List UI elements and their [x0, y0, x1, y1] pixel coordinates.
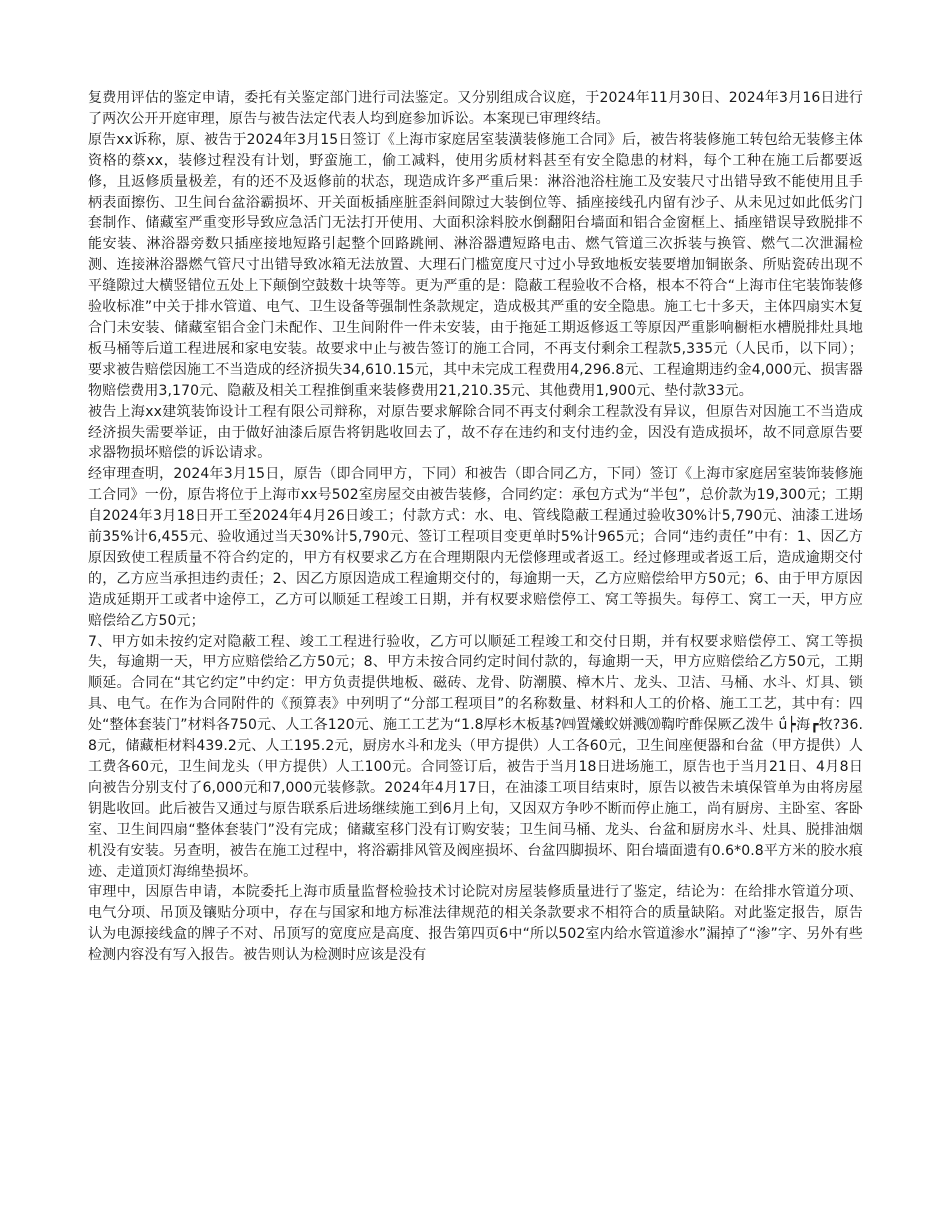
paragraph-defendant-defense: 被告上海xx建筑装饰设计工程有限公司辩称，对原告要求解除合同不再支付剩余工程款没有异议，但原告对因施工不当造成经济损失需要举证，由于做好油漆后原告将钥匙收回去了，故不存在违约和支付违约金，因没有造成损坏，故不同意原告要求器物损坏赔偿的诉讼请求。 [88, 403, 863, 462]
paragraph-quality-appraisal: 审理中，因原告申请，本院委托上海市质量监督检验技术讨论院对房屋装修质量进行了鉴定，结论为：在给排水管道分项、电气分项、吊顶及镶贴分项中，存在与国家和地方标准法律规范的相关条款要求不相符合的质量缺陷。对此鉴定报告，原告认为电源接线盒的牌子不对、吊顶写的宽度应是高度、报告第四页6中“所以502室内给水管道渗水”漏掉了“渗”字、另外有些检测内容没有写入报告。被告则认为检测时应该是没有 [88, 884, 863, 964]
paragraph-facts-performance: 7、甲方如未按约定对隐蔽工程、竣工工程进行验收，乙方可以顺延工程竣工和交付日期，并有权要求赔偿停工、窝工等损失，每逾期一天，甲方应赔偿给乙方50元；8、甲方未按合同约定时间付款的，每逾期一天，甲方应赔偿给乙方50元，工期顺延。合同在“其它约定”中约定：甲方负责提供地板、磁砖、龙骨、防潮膜、樟木片、龙头、卫洁、马桶、水斗、灯具、锁具、电气。在作为合同附件的《预算表》中列明了“分部工程项目”的名称数量、材料和人工的价格、施工工艺，其中有：四处“整体套装门”材料各750元、人工各120元、施工工艺为“1.8厚杉木板基?㈣置爔蚥姘溅⒇鞫咛酢保厥乙泼牛 ǘ┝海┏牧?36.8元，储藏柜材料439.2元、人工195.2元，厨房水斗和龙头（甲方提供）人工各60元，卫生间座便器和台盆（甲方提供）人工费各60元，卫生间龙头（甲方提供）人工100元。合同签订后，被告于当月18日进场施工，原告也于当月21日、4月8日向被告分别支付了6,000元和7,000元装修款。2024年4月17日，在油漆工项目结束时，原告以被告未填保管单为由将房屋钥匙收回。此后被告又通过与原告联系后进场继续施工到6月上旬，又因双方争吵不断而停止施工，尚有厨房、主卧室、客卧室、卫生间四扇“整体套装门”没有完成；储藏室移门没有订购安装；卫生间马桶、龙头、台盆和厨房水斗、灶具、脱排油烟机没有安装。另查明，被告在施工过程中，将浴霸排风管及阀座损坏、台盆四脚损坏、阳台墙面遗有0.6*0.8平方米的胶水痕迹、走道顶灯海绵垫损坏。 [88, 633, 863, 880]
paragraph-facts-contract: 经审理查明，2024年3月15日，原告（即合同甲方，下同）和被告（即合同乙方，下同）签订《上海市家庭居室装饰装修施工合同》一份，原告将位于上海市xx号502室房屋交由被告装修，合同约定：承包方式为“半包”，总价款为19,300元；工期自2024年3月18日开工至2024年4月26日竣工；付款方式：水、电、管线隐蔽工程通过验收30%计5,790元、油漆工进场前35%计6,455元、验收通过当天30%计5,790元、签订工程项目变更单时5%计965元；合同“违约责任”中有：1、因乙方原因致使工程质量不符合约定的，甲方有权要求乙方在合理期限内无偿修理或者返工。经过修理或者返工后，造成逾期交付的，乙方应当承担违约责任；2、因乙方原因造成工程逾期交付的，每逾期一天，乙方应赔偿给甲方50元；6、由于甲方原因造成延期开工或者中途停工，乙方可以顺延工程竣工日期，并有权要求赔偿停工、窝工等损失。每停工、窝工一天，甲方应赔偿给乙方50元； [88, 466, 863, 629]
paragraph-appraisal-and-trial: 复费用评估的鉴定申请，委托有关鉴定部门进行司法鉴定。又分别组成合议庭，于2024年11月30日、2024年3月16日进行了两次公开开庭审理，原告与被告法定代表人均到庭参加诉讼。本案现已审理终结。 [88, 90, 863, 127]
paragraph-plaintiff-claims: 原告xx诉称，原、被告于2024年3月15日签订《上海市家庭居室装潢装修施工合同》后，被告将装修施工转包给无装修主体资格的蔡xx，装修过程没有计划，野蛮施工，偷工减料，使用劣质材料甚至有安全隐患的材料，每个工种在施工后都要返修，且返修质量极差，有的还不及返修前的状态，现造成许多严重后果：淋浴池浴柱施工及安装尺寸出错导致不能使用且手柄表面擦伤、卫生间台盆浴霸损坏、开关面板插座脏歪斜间隙过大装倒位等、插座接线孔内留有沙子、从未见过如此低劣门套制作、储藏室严重变形导致应急活门无法打开使用、大面积涂料胶水倒翻阳台墙面和铝合金窗框上、插座错误导致脱排不能安装、淋浴器旁数只插座接地短路引起整个回路跳闸、淋浴器遭短路电击、燃气管道三次拆装与换管、燃气二次泄漏检测、连接淋浴器燃气管尺寸出错导致冰箱无法放置、大理石门槛宽度尺寸过小导致地板安装要增加铜嵌条、所贴瓷砖出现不平缝隙过大横竖错位五处上下颠倒空鼓数十块等等。更为严重的是：隐蔽工程验收不合格，根本不符合“上海市住宅装饰装修验收标准”中关于排水管道、电气、卫生设备等强制性条款规定，造成极其严重的安全隐患。施工七十多天，主体四扇实木复合门未安装、储藏室铝合金门未配作、卫生间附件一件未安装，由于拖延工期返修返工等原因严重影响橱柜水槽脱排灶具地板马桶等后道工程进展和家电安装。故要求中止与被告签订的施工合同，不再支付剩余工程款5,335元（人民币，以下同）；要求被告赔偿因施工不当造成的经济损失34,610.15元，其中未完成工程费用4,296.8元、工程逾期违约金4,000元、损害器物赔偿费用3,170元、隐蔽及相关工程推倒重来装修费用21,210.35元、其他费用1,900元、垫付款33元。 [88, 131, 863, 399]
document-page [88, 88, 863, 1148]
